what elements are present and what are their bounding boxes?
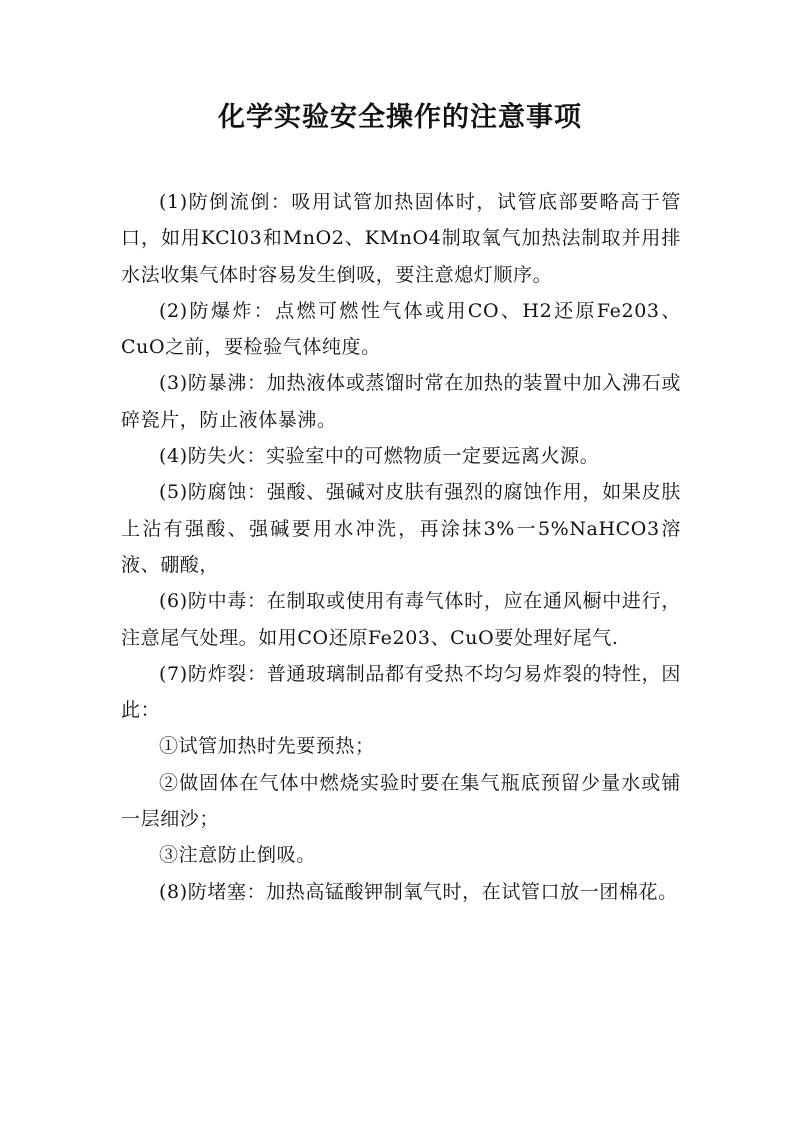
paragraph-item-water-sand: ②做固体在气体中燃烧实验时要在集气瓶底预留少量水或铺一层细沙； xyxy=(121,771,681,831)
paragraph-anti-bumping: (3)防暴沸：加热液体或蒸馏时常在加热的装置中加入沸石或碎瓷片，防止液体暴沸。 xyxy=(121,372,681,431)
document-title: 化学实验安全操作的注意事项 xyxy=(218,102,582,133)
paragraph-anti-fire: (4)防失火：实验室中的可燃物质一定要远离火源。 xyxy=(159,445,600,468)
paragraph-anti-backflow: (1)防倒流倒：吸用试管加热固体时，试管底部要略高于管口，如用KCl03和MnO2、KMnO4制取氧气加热法制取并用排水法收集气体时容易发生倒吸，要注意熄灯顺序。 xyxy=(121,191,681,286)
paragraph-anti-explosion: (2)防爆炸：点燃可燃性气体或用CO、H2还原Fe203、CuO之前，要检验气体纯度。 xyxy=(121,299,681,359)
paragraph-item-prevent-backflow: ③注意防止倒吸。 xyxy=(159,844,316,867)
paragraph-item-preheat: ①试管加热时先要预热； xyxy=(159,735,375,758)
paragraph-anti-blockage: (8)防堵塞：加热高锰酸钾制氧气时，在试管口放一团棉花。 xyxy=(159,880,678,903)
paragraph-anti-poisoning: (6)防中毒：在制取或使用有毒气体时，应在通风橱中进行，注意尾气处理。如用CO还原Fe203、CuO要处理好尾气. xyxy=(121,590,681,649)
paragraph-anti-corrosion: (5)防腐蚀：强酸、强碱对皮肤有强烈的腐蚀作用，如果皮肤上沾有强酸、强碱要用水冲洗，再涂抹3%一5%NaHCO3溶液、硼酸， xyxy=(121,481,681,576)
paragraph-anti-cracking: (7)防炸裂：普通玻璃制品都有受热不均匀易炸裂的特性，因此： xyxy=(121,662,681,722)
document-body xyxy=(121,184,681,910)
